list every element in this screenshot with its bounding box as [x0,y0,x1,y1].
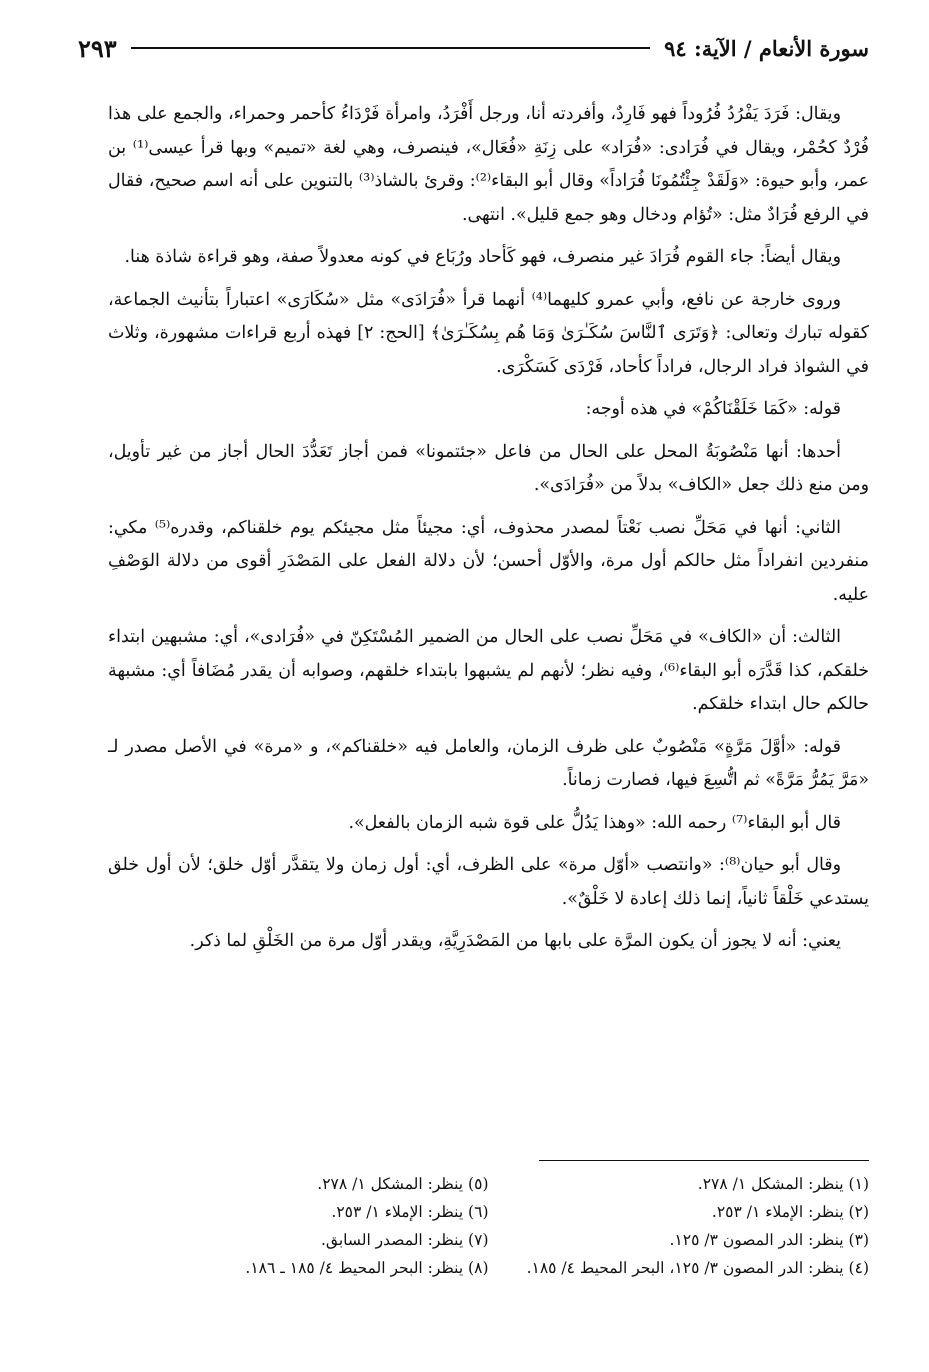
footnote-row [108,1198,869,1226]
footnote: (٥) ينظر: المشكل ١/ ٢٧٨. [317,1175,489,1193]
footnote: (٦) ينظر: الإملاء ١/ ٢٥٣. [331,1203,489,1221]
paragraph: وقال أبو حيان⁽⁸⁾: «وانتصب «أوّل مرة» على الظرف، أي: أول زمان ولا يتقدَّر أوّل خلق؛ لأن أول خلق يستدعي خَلْقاً ثانياً، إنما ذلك إعادة لا خَلْقٌ». [108,855,869,909]
page-number: ٢٩٣ [78,33,117,63]
footnote: (٢) ينظر: الإملاء ١/ ٢٥٣. [711,1203,869,1221]
footnotes [108,1170,869,1282]
paragraph: قوله: «أوَّلَ مَرَّةٍ» مَنْصُوبٌ على ظرف الزمان، والعامل فيه «خلقناكم»، و «مرة» في الأصل مصدر لـ «مَرَّ يَمُرُّ مَرَّةً» ثم اتُّسِعَ فيها، فصارت زماناً. [108,736,869,790]
paragraph: يعني: أنه لا يجوز أن يكون المرَّة على بابها من المَصْدَرِيَّةِ، ويقدر أوّل مرة من الخَلْقِ لما ذكر. [189,931,841,951]
paragraph: الثاني: أنها في مَحَلِّ نصب نَعْتاً لمصدر محذوف، أي: مجيئاً مثل مجيئكم يوم خلقناكم، وقدره⁽⁵⁾ مكي: منفردين انفراداً مثل حالكم أول مرة، والأوّل أحسن؛ لأن دلالة الفعل على المَصْدَرِ أقوى من دلالة الوَصْفِ عليه. [108,517,869,605]
footnote-row [108,1170,869,1198]
paragraph: ويقال: فَرَدَ يَفْرُدُ فُرُوداً فهو فَارِدٌ، وأفردته أنا، ورجل أَفْرَدُ، وامرأة فَرْدَاءُ كأحمر وحمراء، والجمع على هذا فُرْدٌ كحُمْر، ويقال في فُرَادى: «فُرَاد» على زِنَةِ «فُعَال»، فينصرف، وهي لغة «تميم» وبها قرأ عيسى⁽¹⁾ بن عمر، وأبو حيوة: «وَلَقَدْ جِئْتُمُونَا فُرَاداً» وقال أبو البقاء⁽²⁾: وقرئ بالشاذ⁽³⁾ بالتنوين على أنه اسم صحيح، فقال في الرفع فُرَادٌ مثل: «تُؤام ودخال وهو جمع قليل». انتهى. [108,104,869,225]
footnote: (٧) ينظر: المصدر السابق. [321,1231,489,1249]
paragraph: قوله: «كَمَا خَلَقْنَاكُمْ» في هذه أوجه: [585,399,841,419]
header-rule [131,47,650,49]
paragraph: ويقال أيضاً: جاء القوم فُرَادَ غير منصرف، فهو كَأحاد ورُبَاع في كونه معدولاً صفة، وهو قراءة شاذة هنا. [124,247,841,267]
paragraph: وروى خارجة عن نافع، وأبي عمرو كليهما⁽⁴⁾ أنهما قرأ «فُرَادَى» مثل «سُكَارَى» اعتباراً بتأنيث الجماعة، كقوله تبارك وتعالى: ﴿وَتَرَى ٱلنَّاسَ سُكَـٰرَىٰ وَمَا هُم بِسُكَـٰرَىٰ﴾ [الحج: ٢] فهذه أربع قراءات مشهورة، وثلاث في الشواذ فراد الرجال، فراداً كأحاد، فَرْدَى كَسَكْرَى. [108,289,869,377]
footnote: (١) ينظر: المشكل ١/ ٢٧٨. [697,1175,869,1193]
surah-title: سورة الأنعام / الآية: ٩٤ [664,35,869,61]
footnote-divider [539,1160,869,1161]
paragraph: أحدها: أنها مَنْصُوبَةُ المحل على الحال من فاعل «جئتمونا» فمن أجاز تَعَدُّدَ الحال أجاز من غير تأويل، ومن منع ذلك جعل «الكاف» بدلاً من «فُرَادَى». [108,441,869,495]
footnote: (٨) ينظر: البحر المحيط ٤/ ١٨٥ ـ ١٨٦. [245,1259,489,1277]
footnote: (٤) ينظر: الدر المصون ٣/ ١٢٥، البحر المحيط ٤/ ١٨٥. [526,1259,869,1277]
main-text [108,98,869,968]
footnote-row [108,1254,869,1282]
page-header [78,28,869,68]
paragraph: قال أبو البقاء⁽⁷⁾ رحمه الله: «وهذا يَدُلُّ على قوة شبه الزمان بالفعل». [348,812,841,833]
footnote: (٣) ينظر: الدر المصون ٣/ ١٢٥. [669,1231,869,1249]
footnote-row [108,1226,869,1254]
paragraph: الثالث: أن «الكاف» في مَحَلِّ نصب على الحال من الضمير المُسْتَكِنّ في «فُرَادى»، أي: مشبهين ابتداء خلقكم، كذا قَدَّرَه أبو البقاء⁽⁶⁾، وفيه نظر؛ لأنهم لم يشبهوا بابتداء خلقهم، وصوابه أن يقدر مُضَافاً أي: مشبهة حالكم حال ابتداء خلقكم. [108,627,869,714]
